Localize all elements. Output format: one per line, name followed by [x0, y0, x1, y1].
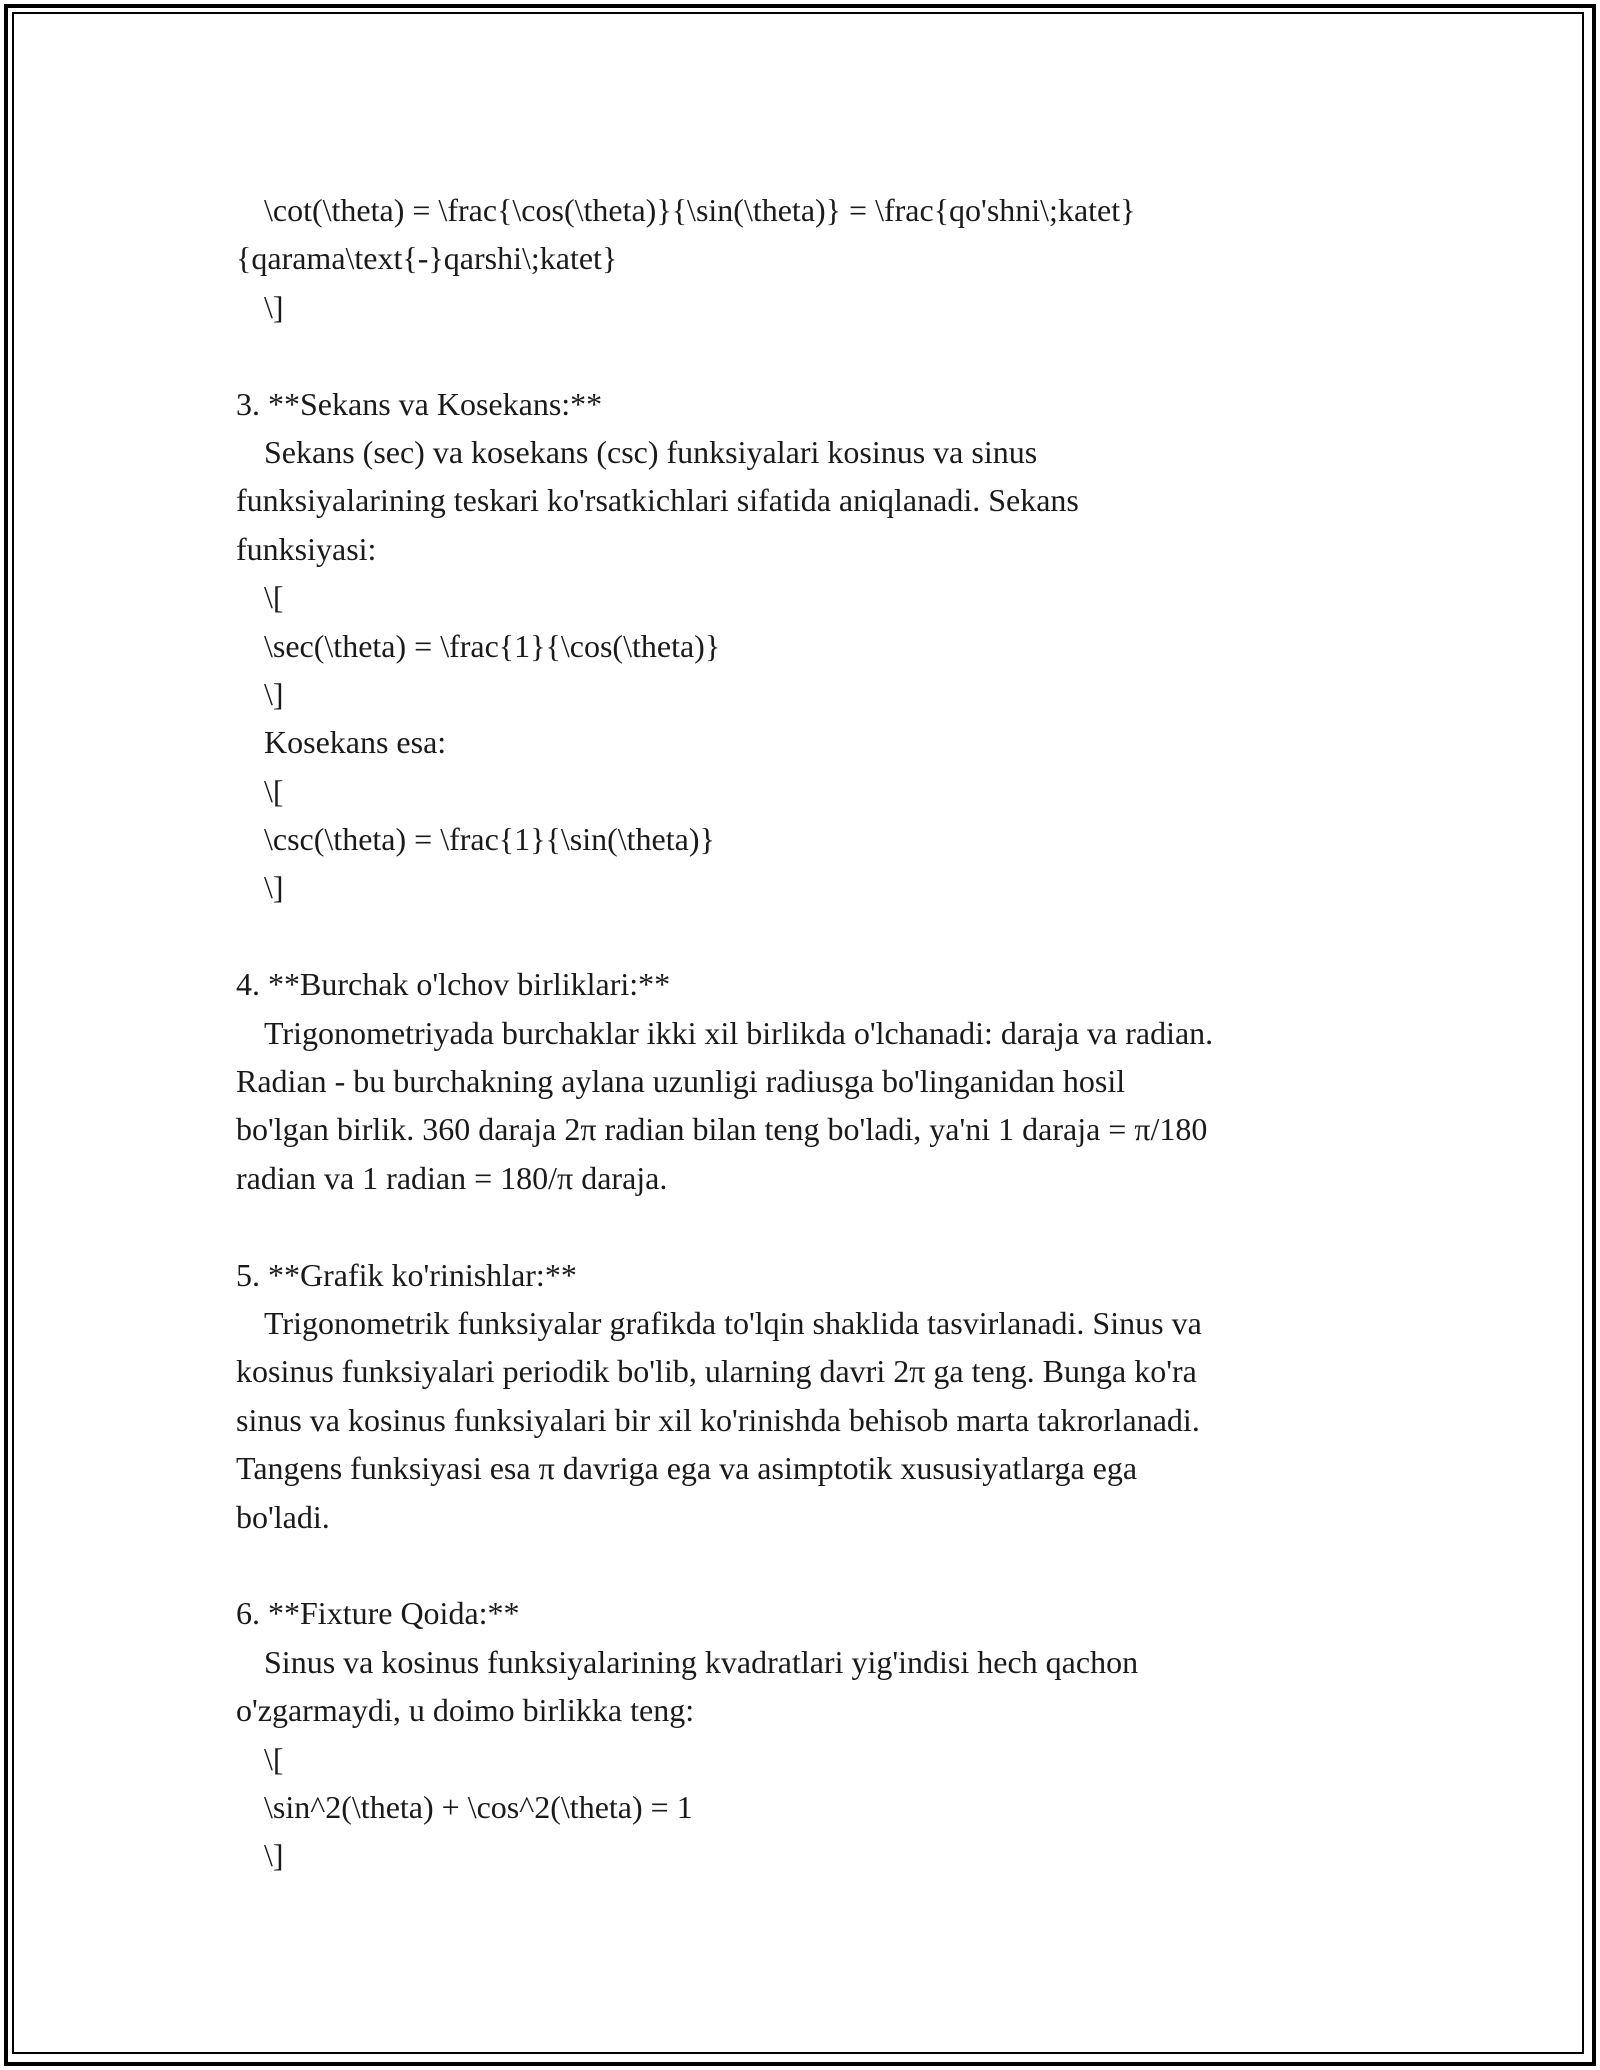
text-line: Sinus va kosinus funksiyalarining kvadratlari yig'indisi hech qachon: [264, 1643, 1139, 1680]
text-line: Trigonometriyada burchaklar ikki xil birlikda o'lchanadi: daraja va radian.: [264, 1014, 1214, 1051]
text-line: \csc(\theta) = \frac{1}{\sin(\theta)}: [264, 821, 715, 858]
text-line: Kosekans esa:: [264, 724, 447, 761]
text-line: funksiyasi:: [236, 530, 377, 567]
text-line: \[: [264, 772, 284, 809]
text-line: sinus va kosinus funksiyalari bir xil ko'rinishda behisob marta takrorlanadi.: [236, 1401, 1200, 1438]
text-line: 6. **Fixture Qoida:**: [236, 1595, 520, 1632]
text-line: 4. **Burchak o'lchov birliklari:**: [236, 966, 671, 1003]
document-body: [236, 186, 1366, 1880]
text-line: o'zgarmaydi, u doimo birlikka teng:: [236, 1692, 695, 1729]
text-line: Trigonometrik funksiyalar grafikda to'lqin shaklida tasvirlanadi. Sinus va: [264, 1304, 1202, 1341]
text-line: \sin^2(\theta) + \cos^2(\theta) = 1: [264, 1788, 693, 1825]
text-line: {qarama\text{-}qarshi\;katet}: [236, 240, 618, 277]
text-line: Tangens funksiyasi esa π davriga ega va asimptotik xususiyatlarga ega: [236, 1450, 1138, 1487]
text-line: \cot(\theta) = \frac{\cos(\theta)}{\sin(\theta)} = \frac{qo'shni\;katet}: [264, 192, 1136, 228]
blank-line: [236, 912, 1366, 960]
text-line: \]: [264, 288, 284, 325]
text-line: \[: [264, 579, 284, 616]
blank-line: [236, 331, 1366, 379]
text-line: bo'lgan birlik. 360 daraja 2π radian bilan teng bo'ladi, ya'ni 1 daraja = π/180: [236, 1111, 1208, 1148]
text-line: 5. **Grafik ko'rinishlar:**: [236, 1256, 577, 1293]
text-line: \]: [264, 675, 284, 712]
text-line: radian va 1 radian = 180/π daraja.: [236, 1159, 668, 1196]
blank-line: [236, 1202, 1366, 1250]
blank-line: [236, 1541, 1366, 1589]
text-line: \sec(\theta) = \frac{1}{\cos(\theta)}: [264, 627, 721, 664]
text-line: 3. **Sekans va Kosekans:**: [236, 385, 603, 422]
text-line: \[: [264, 1740, 284, 1777]
text-line: \]: [264, 869, 284, 906]
text-line: Radian - bu burchakning aylana uzunligi radiusga bo'linganidan hosil: [236, 1063, 1126, 1100]
text-line: Sekans (sec) va kosekans (csc) funksiyalari kosinus va sinus: [264, 433, 1038, 470]
text-line: kosinus funksiyalari periodik bo'lib, ularning davri 2π ga teng. Bunga ko'ra: [236, 1353, 1197, 1390]
text-line: \]: [264, 1837, 284, 1874]
text-line: funksiyalarining teskari ko'rsatkichlari sifatida aniqlanadi. Sekans: [236, 482, 1079, 519]
text-line: bo'ladi.: [236, 1498, 330, 1535]
